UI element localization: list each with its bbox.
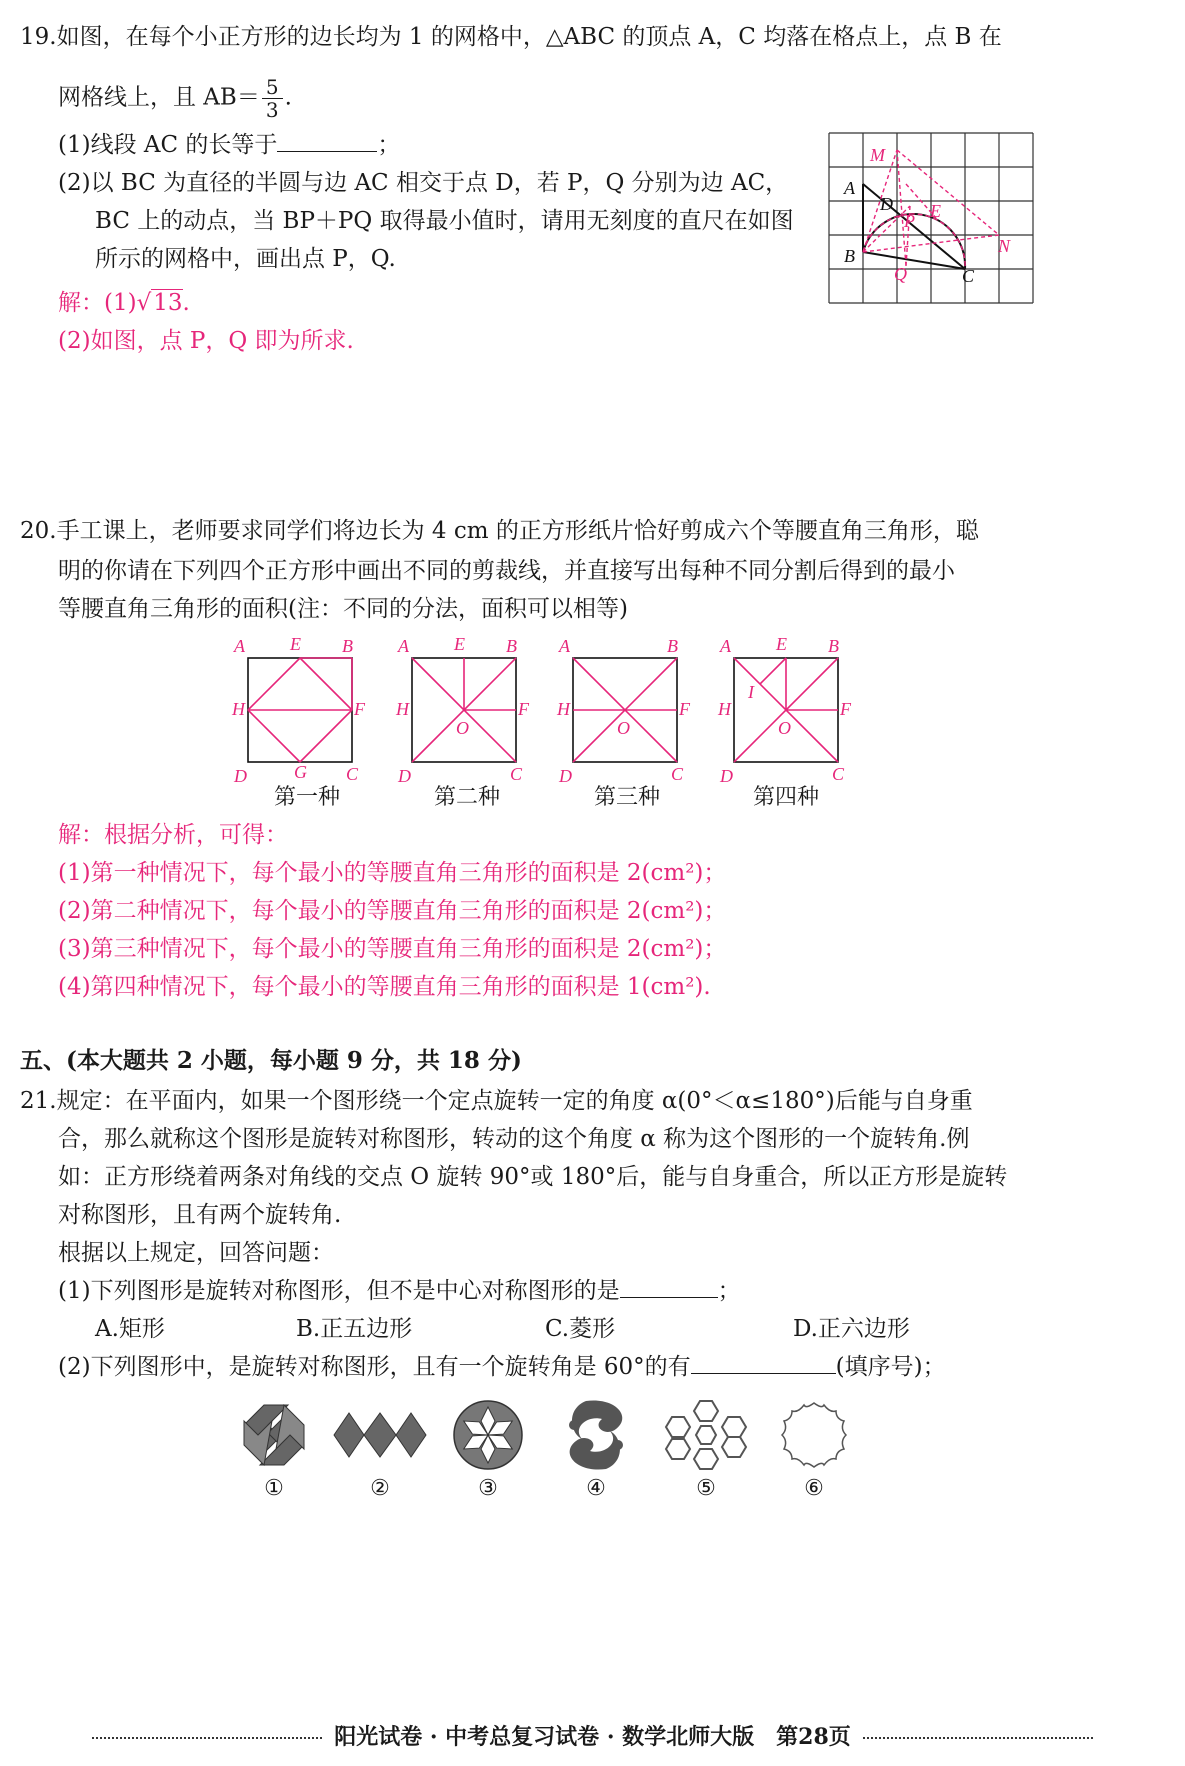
q19-answer1-post: . [182,290,190,316]
square-figure-2 [392,630,532,790]
q19-part2-line3: 所示的网格中，画出点 P，Q. [95,246,396,272]
label-C: C [671,764,684,784]
q19-answer1-sqrt: 13 [153,290,183,316]
label-A: A [844,178,855,198]
label-F: F [518,699,529,719]
q21-line1: 21.规定：在平面内，如果一个图形绕一个定点旋转一定的角度 α(0°＜α≤180°)后能与自身重 [20,1088,973,1114]
label-F: F [840,699,851,719]
q21-line4: 对称图形，且有两个旋转角. [58,1202,342,1228]
caption-4: 第四种 [752,785,819,810]
label-Q: Q [894,264,907,284]
rotation-shapes-row [230,1395,860,1475]
figure-number-3: ③ [478,1476,498,1501]
footer-text: 阳光试卷 · 中考总复习试卷 · 数学北师大版 第28页 [334,1724,851,1750]
shape-5 [666,1401,746,1469]
label-O: O [778,718,791,738]
q20-answer-2: (2)第二种情况下，每个最小的等腰直角三角形的面积是 2(cm²)； [58,898,727,924]
footer-left-dots [92,1737,322,1739]
q19-frac-num: 5 [262,76,283,99]
label-D: D [234,766,247,786]
option-b: B.正五边形 [296,1316,413,1342]
q21-part1-blank[interactable] [620,1297,718,1298]
label-B: B [844,246,855,266]
caption-2: 第二种 [433,785,500,810]
label-G: G [294,762,307,782]
q21-part2 [58,1352,946,1382]
label-P: P [904,211,915,231]
caption-1: 第一种 [273,785,340,810]
q19-line1: 19.如图，在每个小正方形的边长均为 1 的网格中，△ABC 的顶点 A，C 均落在格点上，点 B 在 [20,24,1002,50]
shape-6 [782,1403,846,1467]
label-N: N [998,236,1011,256]
label-D: D [398,766,411,786]
figure-number-5: ⑤ [696,1476,716,1501]
option-d: D.正六边形 [793,1316,910,1342]
label-O: O [617,718,630,738]
label-D: D [720,766,733,786]
q21-part2-text: (2)下列图形中，是旋转对称图形，且有一个旋转角是 60°的有 [58,1354,691,1380]
q19-part1-text: (1)线段 AC 的长等于 [58,132,278,158]
label-D: D [880,194,893,214]
option-a: A.矩形 [95,1316,165,1342]
figure-number-2: ② [370,1476,390,1501]
q19-answer2: (2)如图，点 P，Q 即为所求. [58,328,354,354]
q20-answer-1: (1)第一种情况下，每个最小的等腰直角三角形的面积是 2(cm²)； [58,860,727,886]
label-H: H [396,699,409,719]
q21-line2: 合，那么就称这个图形是旋转对称图形，转动的这个角度 α 称为这个图形的一个旋转角.例 [58,1126,970,1152]
q21-part2-end: (填序号)； [835,1354,946,1380]
q19-line2-post: . [284,84,292,111]
q19-part1 [58,130,400,160]
q19-line2-pre: 网格线上，且 AB＝ [58,84,260,111]
label-A: A [559,636,570,656]
q19-part1-end: ； [377,132,401,158]
q19-answer1-pre: 解：(1) [58,290,137,316]
section-5-heading: 五、(本大题共 2 小题，每小题 9 分，共 18 分) [20,1047,522,1074]
label-A: A [234,636,245,656]
q19-part2-line1: (2)以 BC 为直径的半圆与边 AC 相交于点 D，若 P，Q 分别为边 AC， [58,170,789,196]
option-c: C.菱形 [545,1316,616,1342]
page-footer [0,1720,1185,1751]
label-D: D [559,766,572,786]
caption-3: 第三种 [593,785,660,810]
figure-number-4: ④ [586,1476,606,1501]
label-A: A [720,636,731,656]
q19-part2-line2: BC 上的动点，当 BP＋PQ 取得最小值时，请用无刻度的直尺在如图 [95,208,794,234]
label-I: I [748,682,754,702]
q21-line5: 根据以上规定，回答问题： [58,1240,334,1266]
cut-lines [734,658,838,762]
label-M: M [870,145,885,165]
label-F: F [354,699,365,719]
q20-answer-4: (4)第四种情况下，每个最小的等腰直角三角形的面积是 1(cm²). [58,974,711,1000]
q20-answer-intro: 解：根据分析，可得： [58,822,288,848]
q20-line1: 20.手工课上，老师要求同学们将边长为 4 cm 的正方形纸片恰好剪成六个等腰直角三角形，聪 [20,518,979,544]
square-figure-4 [714,630,854,790]
q19-answer1: 解：(1)√13. [58,290,190,316]
shape-2 [334,1413,426,1457]
q19-line2 [58,76,292,121]
square-figure-3 [553,630,693,790]
cut-lines [248,658,352,762]
q19-fraction [262,76,283,121]
q20-answer-3: (3)第三种情况下，每个最小的等腰直角三角形的面积是 2(cm²)； [58,936,727,962]
label-B: B [342,636,353,656]
label-O: O [456,718,469,738]
label-E: E [454,634,465,654]
label-F: F [679,699,690,719]
q20-line3: 等腰直角三角形的面积(注：不同的分法，面积可以相等) [58,596,628,622]
square-figure-1 [228,630,368,790]
shape-3 [454,1401,522,1469]
label-H: H [232,699,245,719]
figure-number-6: ⑥ [804,1476,824,1501]
label-H: H [718,699,731,719]
label-H: H [557,699,570,719]
label-C: C [346,764,359,784]
q21-part2-blank[interactable] [691,1373,836,1374]
label-C: C [832,764,845,784]
shape-4 [569,1400,623,1469]
label-B: B [667,636,678,656]
q21-line3: 如：正方形绕着两条对角线的交点 O 旋转 90°或 180°后，能与自身重合，所以正方形是旋转 [58,1164,1008,1190]
label-A: A [398,636,409,656]
label-E: E [930,201,941,221]
label-B: B [506,636,517,656]
q19-answer-blank[interactable] [277,151,377,152]
cut-lines [412,658,516,762]
q21-part1-end: ； [717,1278,741,1304]
q21-part1 [58,1276,741,1306]
q21-part1-text: (1)下列图形是旋转对称图形，但不是中心对称图形的是 [58,1278,620,1304]
cut-lines [573,658,677,762]
figure-number-1: ① [264,1476,284,1501]
q19-grid-figure [826,130,1036,306]
label-E: E [776,634,787,654]
footer-right-dots [863,1737,1093,1739]
q20-line2: 明的你请在下列四个正方形中画出不同的剪裁线，并直接写出每种不同分割后得到的最小 [58,558,955,584]
label-C: C [510,764,523,784]
q19-frac-den: 3 [265,98,279,122]
shape-1 [240,1401,308,1469]
label-C: C [962,266,975,286]
label-E: E [290,634,301,654]
label-B: B [828,636,839,656]
